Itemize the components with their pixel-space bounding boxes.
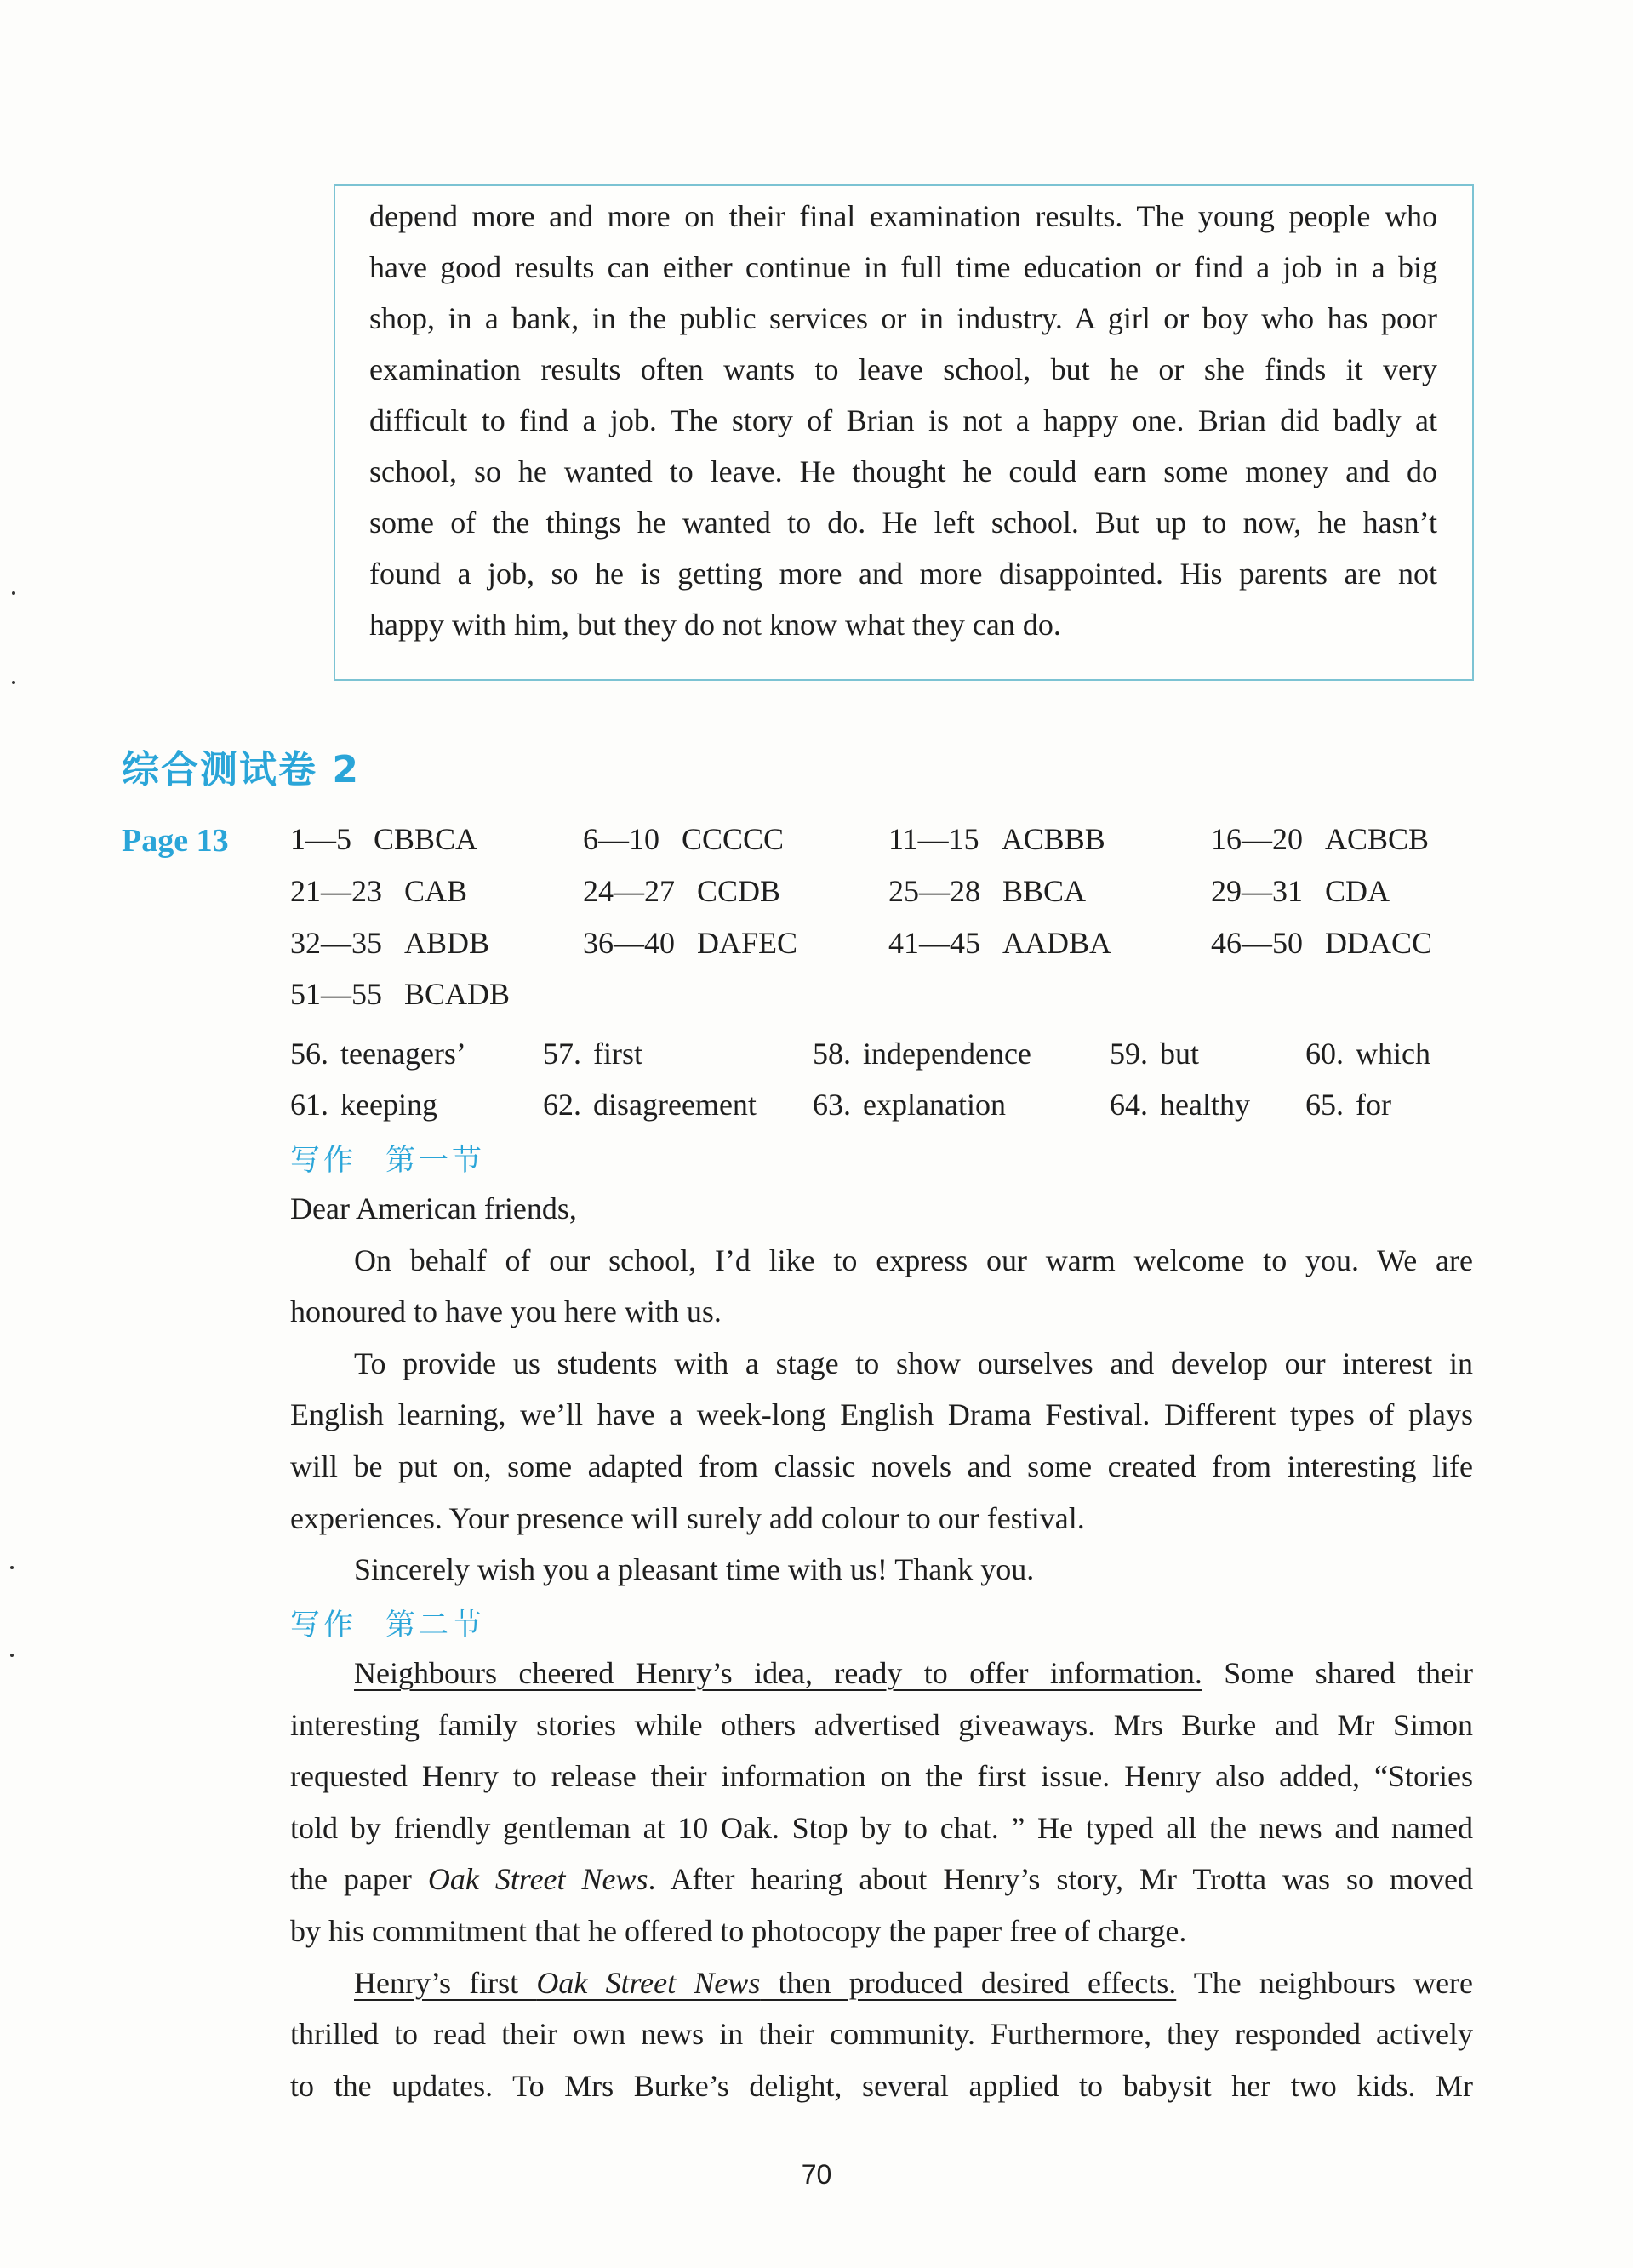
fill-word: healthy [1160, 1088, 1250, 1122]
answer-item [583, 925, 797, 961]
answer-item [888, 873, 1086, 909]
answer-range: 29—31 [1211, 874, 1303, 908]
story-line: thrilled to read their own news in their community. Furthermore, they responded actively [290, 2017, 1473, 2052]
scan-speck [12, 681, 15, 684]
fill-word: disagreement [593, 1088, 757, 1122]
fill-word: which [1356, 1037, 1430, 1071]
fill-number: 63. [813, 1088, 851, 1122]
scan-speck [10, 1566, 14, 1569]
answer-value: DAFEC [697, 926, 798, 960]
story-line: by his commitment that he offered to photocopy the paper free of charge. [290, 1913, 1187, 1948]
writing2-title: 写作 [290, 1608, 357, 1642]
underlined-sentence [354, 1966, 1176, 2000]
fill-item [813, 1036, 1031, 1071]
story-line: requested Henry to release their information on the first issue. Henry also added, “Stories [290, 1759, 1473, 1794]
passage-line: school, so he wanted to leave. He thought he could earn some money and do [369, 454, 1437, 488]
letter-line: will be put on, some adapted from classic novels and some created from interesting life [290, 1448, 1473, 1483]
story-line [290, 1957, 1473, 2009]
answer-range: 11—15 [888, 822, 979, 856]
fill-word: but [1160, 1037, 1200, 1071]
story-text: The neighbours were [1176, 1965, 1474, 2000]
story-line: to the updates. To Mrs Burke’s delight, several applied to babysit her two kids. Mr [290, 2068, 1473, 2103]
story-text: . After hearing about Henry’s story, Mr Trotta was so moved [648, 1862, 1473, 1897]
letter-line: experiences. Your presence will surely add colour to our festival. [290, 1500, 1085, 1535]
fill-number: 57. [543, 1037, 581, 1071]
answer-range: 6—10 [583, 822, 659, 856]
writing1-section: 第一节 [385, 1144, 486, 1178]
answer-value: AADBA [1002, 926, 1112, 960]
fill-number: 61. [290, 1088, 328, 1122]
answer-range: 1—5 [290, 822, 351, 856]
letter-line: On behalf of our school, I’d like to express our warm welcome to you. We are [354, 1243, 1473, 1277]
answer-item [290, 873, 467, 909]
answer-range: 51—55 [290, 977, 382, 1011]
passage-line: difficult to find a job. The story of Brian is not a happy one. Brian did badly at [369, 403, 1437, 437]
fill-item [290, 1087, 437, 1123]
answer-value: CBBCA [374, 822, 478, 856]
fill-word: independence [863, 1037, 1031, 1071]
writing1-heading [290, 1137, 485, 1180]
answer-range: 46—50 [1211, 926, 1303, 960]
letter-line: honoured to have you here with us. [290, 1294, 722, 1329]
answer-value: ACBBB [1001, 822, 1105, 856]
answer-item [290, 821, 477, 857]
fill-number: 65. [1305, 1088, 1344, 1122]
passage-line: happy with him, but they do not know what they can do. [369, 608, 1061, 642]
answer-value: BBCA [1002, 874, 1087, 908]
fill-item [1305, 1087, 1391, 1123]
underlined-sentence: Neighbours cheered Henry’s idea, ready to offer information. [354, 1656, 1202, 1690]
story-line [290, 1648, 1473, 1700]
passage-line: have good results can either continue in full time education or find a job in a big [369, 250, 1437, 284]
answer-item [1211, 821, 1429, 857]
letter-line: English learning, we’ll have a week-long English Drama Festival. Different types of plays [290, 1397, 1473, 1432]
fill-item [543, 1087, 757, 1123]
writing2-heading [290, 1602, 485, 1644]
answer-item [888, 821, 1105, 857]
passage-line: found a job, so he is getting more and more disappointed. His parents are not [369, 557, 1437, 591]
story-line [290, 1854, 1473, 1905]
passage-line: some of the things he wanted to do. He left school. But up to now, he hasn’t [369, 506, 1437, 540]
answer-range: 32—35 [290, 926, 382, 960]
answer-range: 16—20 [1211, 822, 1303, 856]
passage-line: shop, in a bank, in the public services or in industry. A girl or boy who has poor [369, 301, 1437, 335]
answer-value: BCADB [404, 977, 511, 1011]
answer-value: ABDB [404, 926, 490, 960]
answer-item [290, 976, 510, 1012]
writing1-letter [290, 1183, 1473, 1596]
writing1-title: 写作 [290, 1144, 357, 1178]
section-title: 综合测试卷 2 [122, 748, 360, 791]
fill-item [290, 1036, 466, 1071]
passage-box [334, 184, 1474, 681]
answer-value: CCDB [697, 874, 781, 908]
writing2-section: 第二节 [385, 1608, 486, 1642]
story-text: the paper [290, 1862, 428, 1897]
answer-value: CAB [404, 874, 468, 908]
fill-item [813, 1087, 1006, 1123]
answer-item [888, 925, 1111, 961]
answer-value: CDA [1325, 874, 1390, 908]
answer-range: 41—45 [888, 926, 980, 960]
story-text: Henry’s first [354, 1965, 537, 2000]
fill-item [543, 1036, 642, 1071]
passage-line: depend more and more on their final examination results. The young people who [369, 199, 1437, 233]
page-label: Page 13 [122, 823, 229, 859]
scan-speck [12, 591, 15, 595]
answer-item [1211, 873, 1390, 909]
passage-line: examination results often wants to leave school, but he or she finds it very [369, 352, 1437, 386]
fill-number: 56. [290, 1037, 328, 1071]
fill-word: keeping [340, 1088, 437, 1122]
fill-number: 64. [1110, 1088, 1148, 1122]
answer-value: CCCCC [682, 822, 785, 856]
answer-item [583, 821, 784, 857]
fill-word: first [593, 1037, 642, 1071]
fill-number: 62. [543, 1088, 581, 1122]
scan-speck [10, 1654, 14, 1657]
story-text: then produced desired effects. [760, 1965, 1177, 2000]
story-line: told by friendly gentleman at 10 Oak. Stop by to chat. ” He typed all the news and named [290, 1810, 1473, 1845]
fill-item [1305, 1036, 1430, 1071]
answer-range: 21—23 [290, 874, 382, 908]
answer-value: ACBCB [1325, 822, 1430, 856]
answer-range: 24—27 [583, 874, 675, 908]
fill-item [1110, 1087, 1250, 1123]
story-line: interesting family stories while others advertised giveaways. Mrs Burke and Mr Simon [290, 1707, 1473, 1742]
newspaper-title: Oak Street News [536, 1965, 761, 2000]
fill-word: for [1356, 1088, 1391, 1122]
newspaper-title: Oak Street News [427, 1862, 648, 1897]
answer-value: DDACC [1325, 926, 1433, 960]
letter-salutation: Dear American friends, [290, 1191, 577, 1225]
fill-word: teenagers’ [340, 1037, 466, 1071]
answer-range: 25—28 [888, 874, 980, 908]
answer-item [583, 873, 780, 909]
answer-item [290, 925, 489, 961]
fill-item [1110, 1036, 1199, 1071]
fill-number: 59. [1110, 1037, 1148, 1071]
letter-line: To provide us students with a stage to show ourselves and develop our interest in [354, 1345, 1473, 1380]
fill-word: explanation [863, 1088, 1006, 1122]
writing2-story [290, 1648, 1473, 2111]
answer-range: 36—40 [583, 926, 675, 960]
fill-number: 60. [1305, 1037, 1344, 1071]
fill-number: 58. [813, 1037, 851, 1071]
answer-item [1211, 925, 1432, 961]
page-number: 70 [801, 2159, 832, 2190]
passage-text [369, 191, 1437, 650]
letter-line: Sincerely wish you a pleasant time with us! Thank you. [354, 1552, 1035, 1587]
story-text: Some shared their [1202, 1656, 1473, 1690]
